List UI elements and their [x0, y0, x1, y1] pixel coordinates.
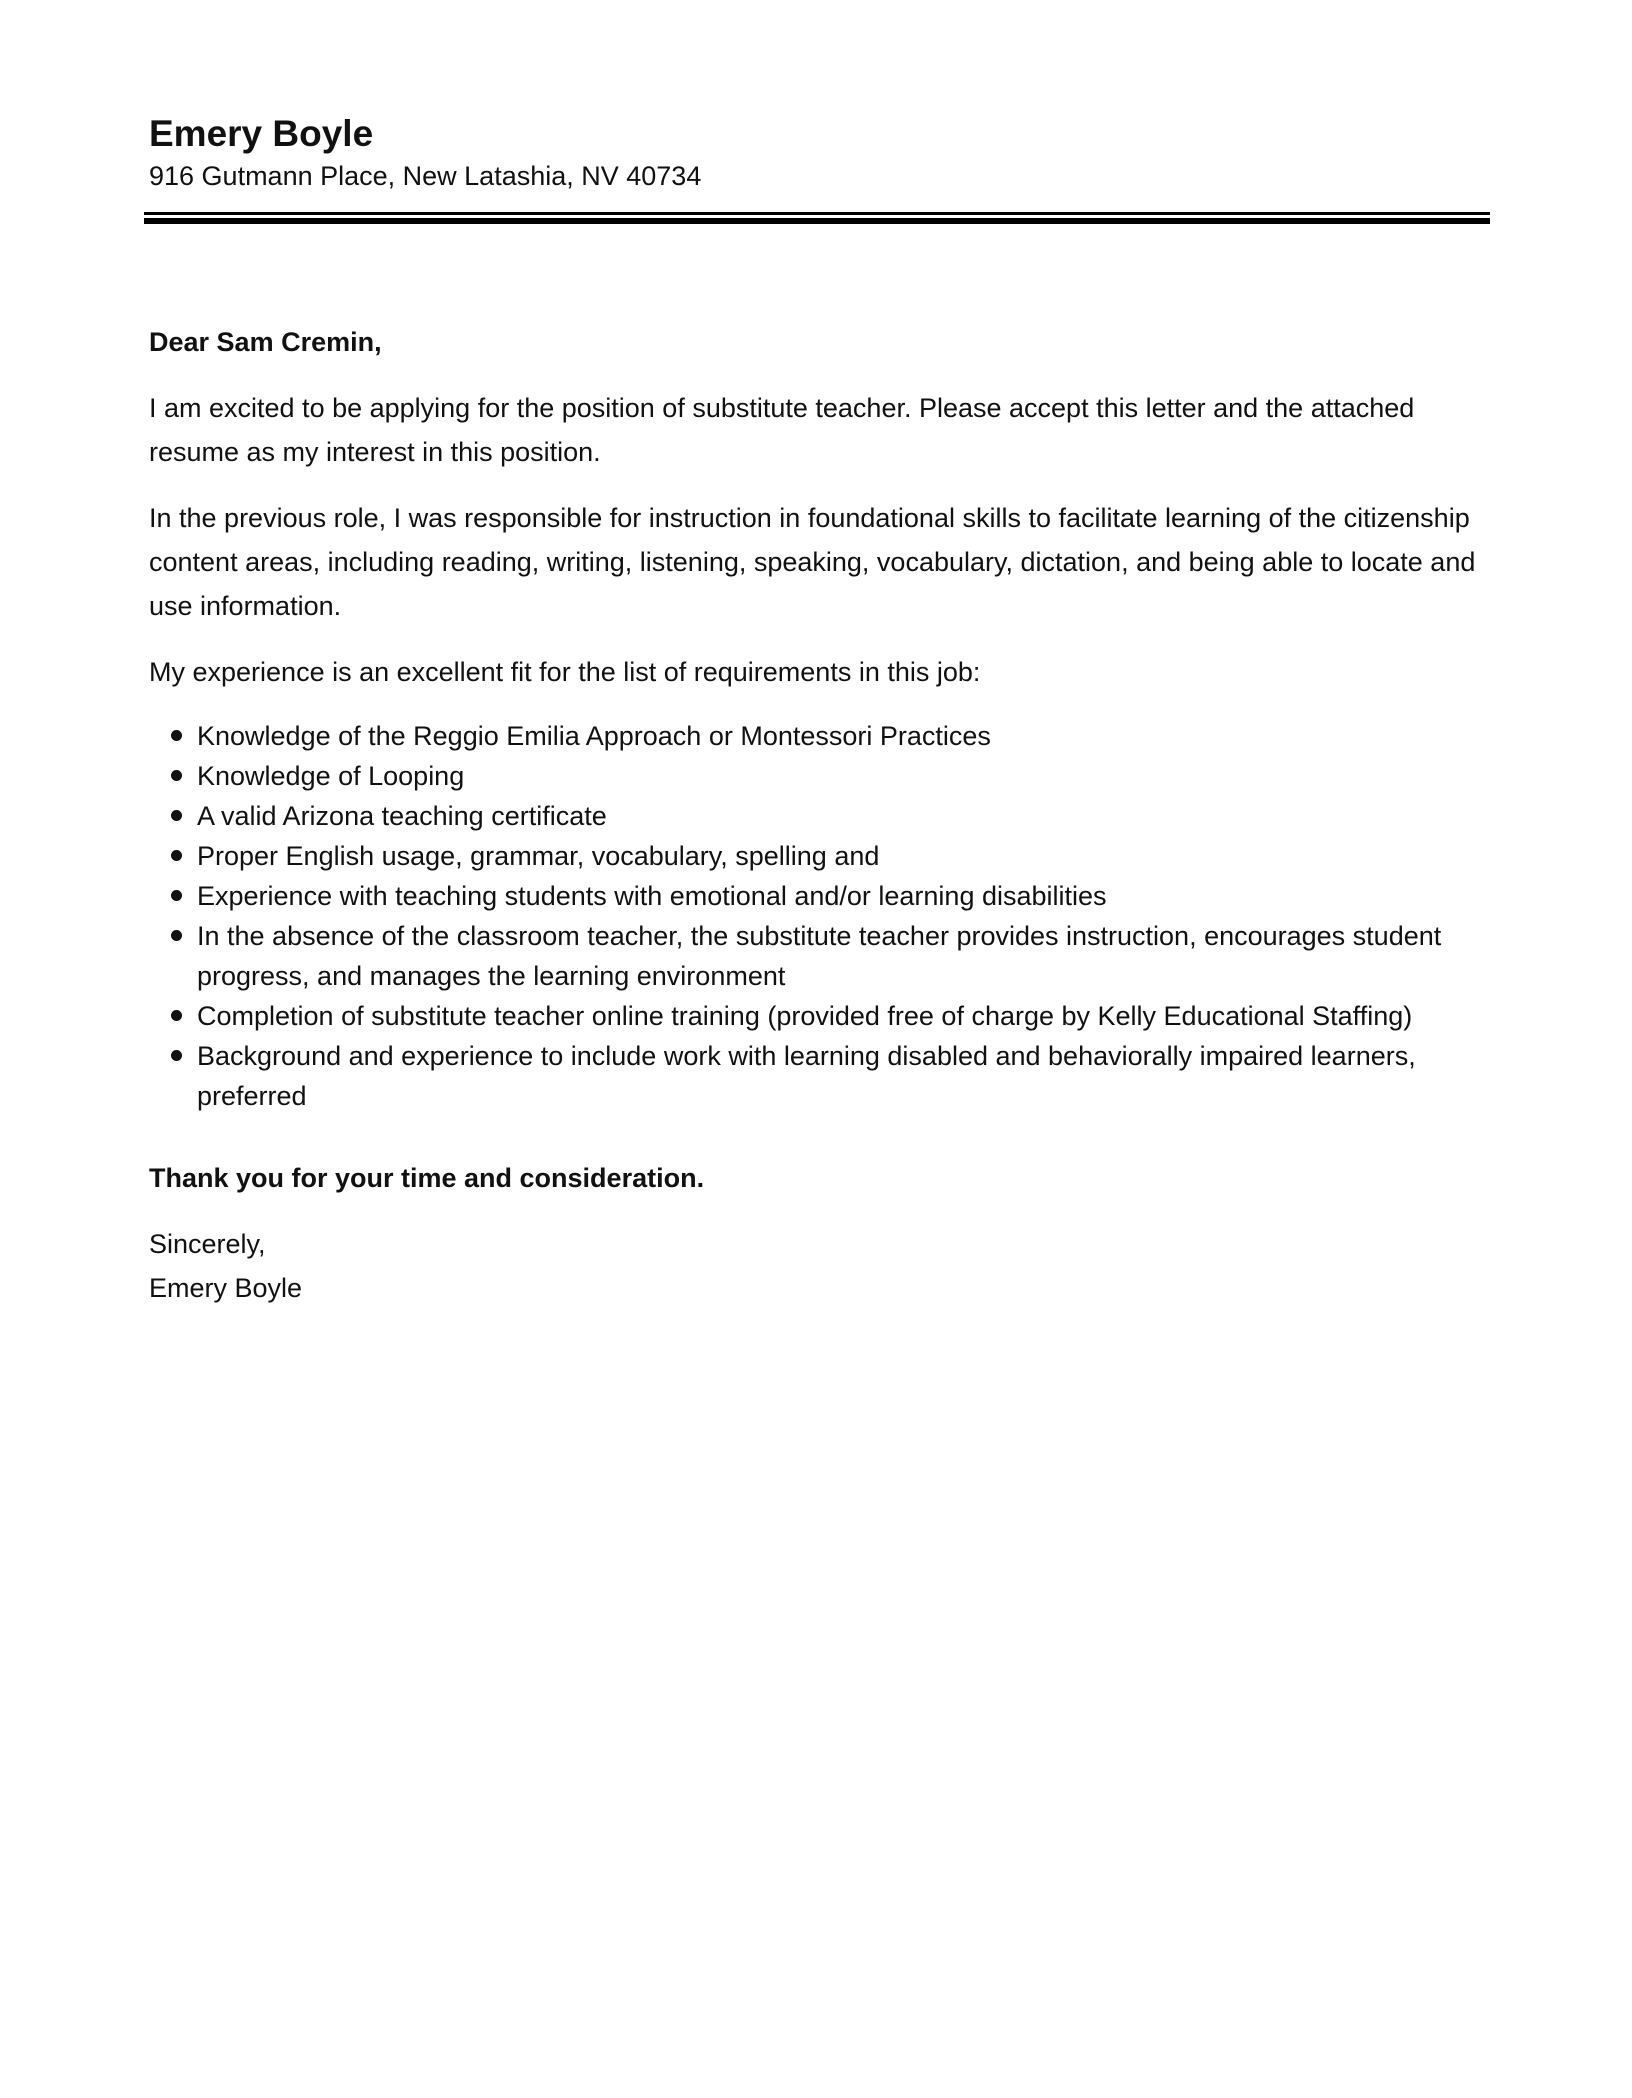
list-item [149, 796, 1494, 836]
header-divider [144, 212, 1490, 224]
list-item-text: Experience with teaching students with emotional and/or learning disabilities [197, 881, 1107, 911]
list-item-text: In the absence of the classroom teacher, the substitute teacher provides instruction, encourages student progress, and manages the learning environment [197, 921, 1442, 991]
list-item-text: Proper English usage, grammar, vocabulary, spelling and [197, 841, 880, 871]
sender-name: Emery Boyle [149, 113, 374, 154]
list-item [149, 996, 1494, 1036]
bullet-icon [171, 730, 182, 741]
list-item [149, 876, 1494, 916]
bullet-icon [171, 1050, 182, 1061]
list-item-text: Background and experience to include work with learning disabled and behaviorally impaired learners, preferred [197, 1041, 1416, 1111]
paragraph-experience: In the previous role, I was responsible for instruction in foundational skills to facilitate learning of the citizenship content areas, including reading, writing, listening, speaking, vocabulary, dictation, and being able to locate and use information. [149, 503, 1476, 621]
bullet-icon [171, 770, 182, 781]
list-item [149, 716, 1494, 756]
thanks-line: Thank you for your time and consideration. [149, 1163, 705, 1193]
divider-thick-line [144, 218, 1490, 224]
list-item [149, 756, 1494, 796]
letter-header [149, 110, 1489, 194]
paragraph-requirements-intro: My experience is an excellent fit for the list of requirements in this job: [149, 657, 981, 687]
bullet-icon [171, 1010, 182, 1021]
list-item-text: Completion of substitute teacher online training (provided free of charge by Kelly Educational Staffing) [197, 1001, 1413, 1031]
list-item [149, 916, 1494, 996]
closing: Sincerely, [149, 1229, 266, 1259]
list-item [149, 836, 1494, 876]
bullet-icon [171, 810, 182, 821]
bullet-icon [171, 930, 182, 941]
list-item-text: Knowledge of the Reggio Emilia Approach or Montessori Practices [197, 721, 991, 751]
signature-name: Emery Boyle [149, 1273, 303, 1303]
paragraph-intro: I am excited to be applying for the position of substitute teacher. Please accept this letter and the attached resume as my interest in this position. [149, 393, 1415, 467]
sender-address: 916 Gutmann Place, New Latashia, NV 40734 [149, 161, 702, 191]
list-item-text: A valid Arizona teaching certificate [197, 801, 607, 831]
divider-thin-line [144, 212, 1490, 215]
letter-body [149, 320, 1494, 1310]
list-item [149, 1036, 1494, 1116]
list-item-text: Knowledge of Looping [197, 761, 465, 791]
salutation: Dear Sam Cremin, [149, 327, 382, 357]
requirements-list [149, 716, 1494, 1116]
bullet-icon [171, 850, 182, 861]
bullet-icon [171, 890, 182, 901]
